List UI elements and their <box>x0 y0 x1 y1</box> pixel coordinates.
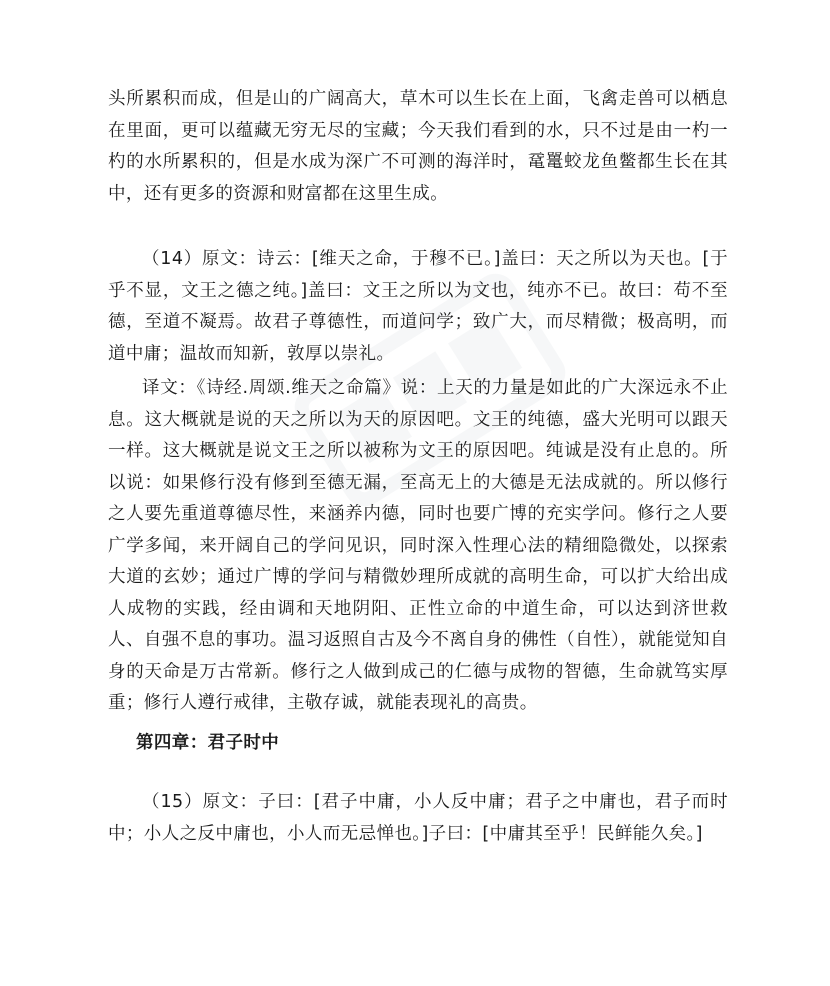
paragraph-translation-14: 译文：《诗经.周颂.维天之命篇》说：上天的力量是如此的广大深远永不止息。这大概就是说的天之所以为天的原因吧。文王的纯德，盛大光明可以跟天一样。这大概就是说文王之所以被称为文王的原因吧。纯诚是没有止息的。所以说：如果修行没有修到至德无漏，至高无上的大德是无法成就的。所以修行之人要先重道尊德尽性，来涵养内德，同时也要广博的充实学问。修行之人要广学多闻，来开阔自己的学问见识，同时深入性理心法的精细隐微处，以探索大道的玄妙；通过广博的学问与精微妙理所成就的高明生命，可以扩大给出成人成物的实践，经由调和天地阴阳、正性立命的中道生命，可以达到济世救人、自强不息的事功。温习返照自古及今不离自身的佛性（自性），就能觉知自身的天命是万古常新。修行之人做到成己的仁德与成物的智德，生命就笃实厚重；修行人遵行戒律，主敬存诚，就能表现礼的高贵。 <box>108 378 728 713</box>
paragraph-original-15: （15）原文：子曰：[君子中庸，小人反中庸；君子之中庸也，君子而时中；小人之反中庸也，小人而无忌惮也。]子曰：[中庸其至乎！民鲜能久矣。] <box>108 792 728 844</box>
paragraph-original-14: （14）原文：诗云：[维天之命，于穆不已。]盖曰：天之所以为天也。[于乎不显，文王之德之纯。]盖曰：文王之所以为文也，纯亦不已。故曰：苟不至德，至道不凝焉。故君子尊德性，而道问学；致广大，而尽精微；极高明，而道中庸；温故而知新，敦厚以崇礼。 <box>108 249 728 364</box>
paragraph-continuation: 头所累积而成，但是山的广阔高大，草木可以生长在上面，飞禽走兽可以栖息在里面，更可以蕴藏无穷无尽的宝藏；今天我们看到的水，只不过是由一杓一杓的水所累积的，但是水成为深广不可测的海洋时，鼋鼍蛟龙鱼鳖都生长在其中，还有更多的资源和财富都在这里生成。 <box>108 89 728 204</box>
chapter-heading: 第四章：君子时中 <box>136 733 280 753</box>
